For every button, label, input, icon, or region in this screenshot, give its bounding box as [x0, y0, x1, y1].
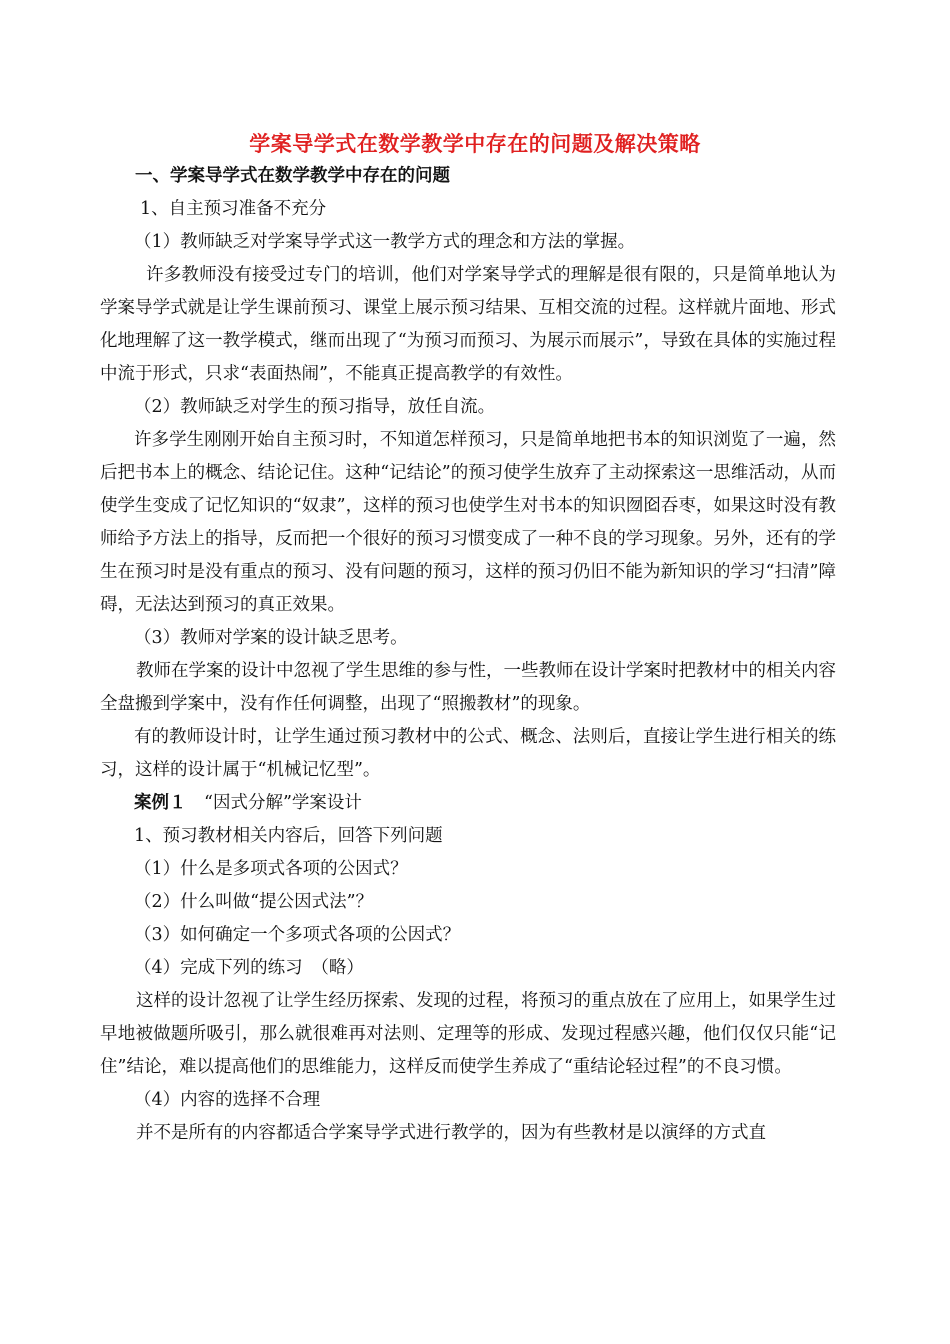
body-paragraph: 许多教师没有接受过专门的培训，他们对学案导学式的理解是很有限的，只是简单地认为学案导学式就是让学生课前预习、课堂上展示预习结果、互相交流的过程。这样就片面地、形式化地理解了这一教学模式，继而出现了“为预习而预习、为展示而展示”，导致在具体的实施过程中流于形式，只求“表面热闹”，不能真正提高教学的有效性。 [100, 265, 836, 384]
section-heading: 一、学案导学式在数学教学中存在的问题 [135, 166, 450, 186]
case-item: （1）什么是多项式各项的公因式？ [134, 859, 408, 879]
case-title: “因式分解”学案设计 [186, 793, 362, 813]
point-heading: （4）内容的选择不合理 [134, 1090, 321, 1110]
body-paragraph: 教师在学案的设计中忽视了学生思维的参与性，一些教师在设计学案时把教材中的相关内容全盘搬到学案中，没有作任何调整，出现了“照搬教材”的现象。 [100, 661, 836, 714]
case-item: （2）什么叫做“提公因式法”？ [134, 892, 374, 912]
body-paragraph: 许多学生刚刚开始自主预习时，不知道怎样预习，只是简单地把书本的知识浏览了一遍，然后把书本上的概念、结论记住。这种“记结论”的预习使学生放弃了主动探索这一思维活动，从而使学生变成了记忆知识的“奴隶”，这样的预习也使学生对书本的知识囫囵吞枣，如果这时没有教师给予方法上的指导，反而把一个很好的预习习惯变成了一种不良的学习现象。另外，还有的学生在预习时是没有重点的预习、没有问题的预习，这样的预习仍旧不能为新知识的学习“扫清”障碍，无法达到预习的真正效果。 [100, 430, 836, 615]
body-paragraph: 这样的设计忽视了让学生经历探索、发现的过程，将预习的重点放在了应用上，如果学生过早地被做题所吸引，那么就很难再对法则、定理等的形成、发现过程感兴趣，他们仅仅只能“记住”结论，难以提高他们的思维能力，这样反而使学生养成了“重结论轻过程”的不良习惯。 [100, 991, 836, 1077]
subsection-heading: 1、自主预习准备不充分 [140, 199, 327, 219]
case-item: 1、预习教材相关内容后，回答下列问题 [134, 826, 443, 846]
case-label: 案例１ [134, 793, 187, 813]
body-paragraph: 并不是所有的内容都适合学案导学式进行教学的，因为有些教材是以演绎的方式直 [136, 1123, 766, 1143]
document-title: 学案导学式在数学教学中存在的问题及解决策略 [249, 131, 701, 156]
point-heading: （1）教师缺乏对学案导学式这一教学方式的理念和方法的掌握。 [134, 232, 636, 252]
case-item: （3）如何确定一个多项式各项的公因式？ [134, 925, 461, 945]
point-heading: （2）教师缺乏对学生的预习指导，放任自流。 [134, 397, 496, 417]
point-heading: （3）教师对学案的设计缺乏思考。 [134, 628, 408, 648]
document-body [100, 160, 836, 1150]
body-paragraph: 有的教师设计时，让学生通过预习教材中的公式、概念、法则后，直接让学生进行相关的练习，这样的设计属于“机械记忆型”。 [100, 727, 836, 780]
case-item: （4）完成下列的练习 （略） [134, 958, 364, 978]
case-heading [100, 787, 836, 820]
